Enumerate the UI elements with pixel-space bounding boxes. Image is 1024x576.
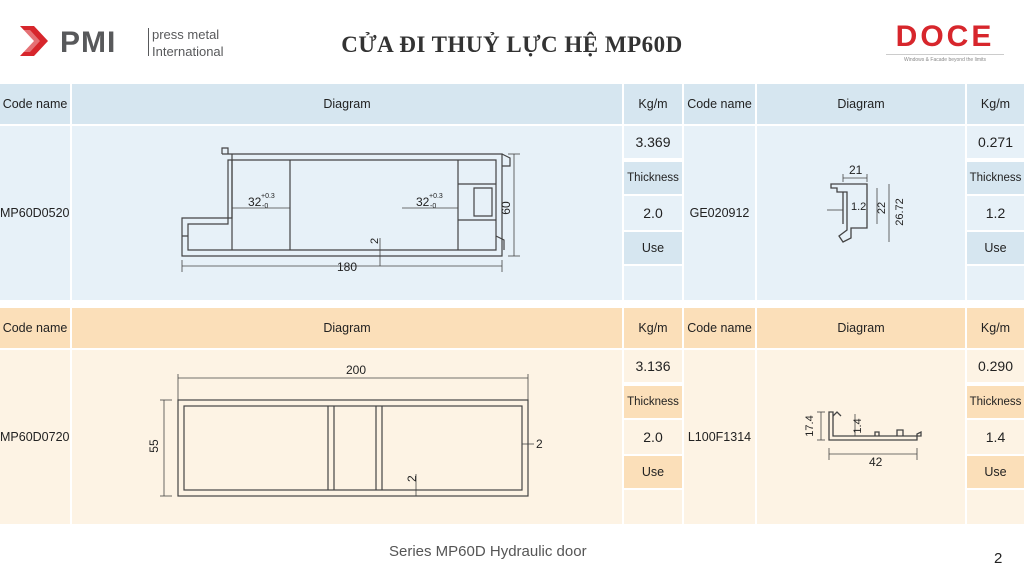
header-diagram-4: Diagram <box>757 308 965 348</box>
header-code-name-3: Code name <box>0 308 70 348</box>
header-diagram-1: Diagram <box>72 84 622 124</box>
code-ge020912: GE020912 <box>684 126 755 300</box>
use-ge020912 <box>967 266 1024 300</box>
code-l100f1314: L100F1314 <box>684 350 755 524</box>
dim-wall-bottom-mp60d0720: 2 <box>405 475 419 482</box>
dim-tol-minus-right: -0 <box>430 203 437 210</box>
page-title: CỬA ĐI THUỶ LỰC HỆ MP60D <box>341 32 683 57</box>
header-diagram-3: Diagram <box>72 308 622 348</box>
diagram-cell-mp60d0720 <box>72 350 622 524</box>
dim-height-mp60d0720: 55 <box>147 439 161 453</box>
dim-width-mp60d0720: 200 <box>346 363 367 377</box>
use-label-l100f1314: Use <box>967 456 1024 488</box>
thickness-label-ge020912: Thickness <box>967 162 1024 194</box>
thickness-mp60d0520: 2.0 <box>624 196 682 230</box>
header-kgm-3: Kg/m <box>624 308 682 348</box>
use-mp60d0720 <box>624 490 682 524</box>
thickness-l100f1314: 1.4 <box>967 420 1024 454</box>
header-code-name-4: Code name <box>684 308 755 348</box>
use-label-ge020912: Use <box>967 232 1024 264</box>
use-l100f1314 <box>967 490 1024 524</box>
header-kgm-2: Kg/m <box>967 84 1024 124</box>
dim-chamber-left-mp60d0520: 32 <box>248 195 262 209</box>
dim-chamber-right-mp60d0520: 32 <box>416 195 430 209</box>
diagram-cell-mp60d0520 <box>72 126 622 300</box>
thickness-label-mp60d0720: Thickness <box>624 386 682 418</box>
dim-height-l100f1314: 17.4 <box>804 415 816 437</box>
dim-tol-minus-left: -0 <box>262 203 269 210</box>
profile-diagram-ge020912 <box>757 126 965 300</box>
footer-series: Series MP60D Hydraulic door <box>389 543 587 560</box>
diagram-cell-l100f1314 <box>757 350 965 524</box>
header-code-name-1: Code name <box>0 84 70 124</box>
kgm-ge020912: 0.271 <box>967 126 1024 158</box>
dim-width-ge020912: 21 <box>849 163 863 177</box>
dim-height-mp60d0520: 60 <box>499 201 513 215</box>
doce-logo <box>880 22 1010 66</box>
dim-h1-ge020912: 22 <box>876 201 888 215</box>
code-mp60d0720: MP60D0720 <box>0 350 70 524</box>
thickness-ge020912: 1.2 <box>967 196 1024 230</box>
profile-diagram-mp60d0720 <box>72 350 622 524</box>
dim-wall-mp60d0520: 2 <box>369 237 381 244</box>
profile-diagram-mp60d0520 <box>72 126 622 300</box>
page-number: 2 <box>994 550 1003 567</box>
dim-tol-plus-left: +0.3 <box>261 193 275 200</box>
profile-diagram-l100f1314 <box>757 350 965 524</box>
thickness-label-l100f1314: Thickness <box>967 386 1024 418</box>
kgm-mp60d0720: 3.136 <box>624 350 682 382</box>
pmi-subtitle-1: press metal <box>152 27 220 42</box>
header-code-name-2: Code name <box>684 84 755 124</box>
code-mp60d0520: MP60D0520 <box>0 126 70 300</box>
thickness-mp60d0720: 2.0 <box>624 420 682 454</box>
use-label-mp60d0520: Use <box>624 232 682 264</box>
doce-tagline: Windows & Facade beyond the limits <box>904 57 986 63</box>
dim-inner-ge020912: 1.2 <box>851 201 867 213</box>
use-label-mp60d0720: Use <box>624 456 682 488</box>
use-mp60d0520 <box>624 266 682 300</box>
dim-wall-right-mp60d0720: 2 <box>536 437 543 451</box>
pmi-subtitle-2: International <box>152 44 224 59</box>
dim-tol-plus-right: +0.3 <box>429 193 443 200</box>
pmi-wordmark: PMI <box>60 26 117 59</box>
header-kgm-4: Kg/m <box>967 308 1024 348</box>
dim-width-l100f1314: 42 <box>869 455 883 469</box>
header-kgm-1: Kg/m <box>624 84 682 124</box>
kgm-l100f1314: 0.290 <box>967 350 1024 382</box>
kgm-mp60d0520: 3.369 <box>624 126 682 158</box>
doce-wordmark: DOCE <box>895 20 995 53</box>
header-diagram-2: Diagram <box>757 84 965 124</box>
thickness-label-mp60d0520: Thickness <box>624 162 682 194</box>
doce-divider <box>886 54 1004 55</box>
dim-width-mp60d0520: 180 <box>337 260 358 274</box>
dim-lip-l100f1314: 1.4 <box>852 418 864 434</box>
dim-h2-ge020912: 26.72 <box>894 198 906 226</box>
diagram-cell-ge020912 <box>757 126 965 300</box>
